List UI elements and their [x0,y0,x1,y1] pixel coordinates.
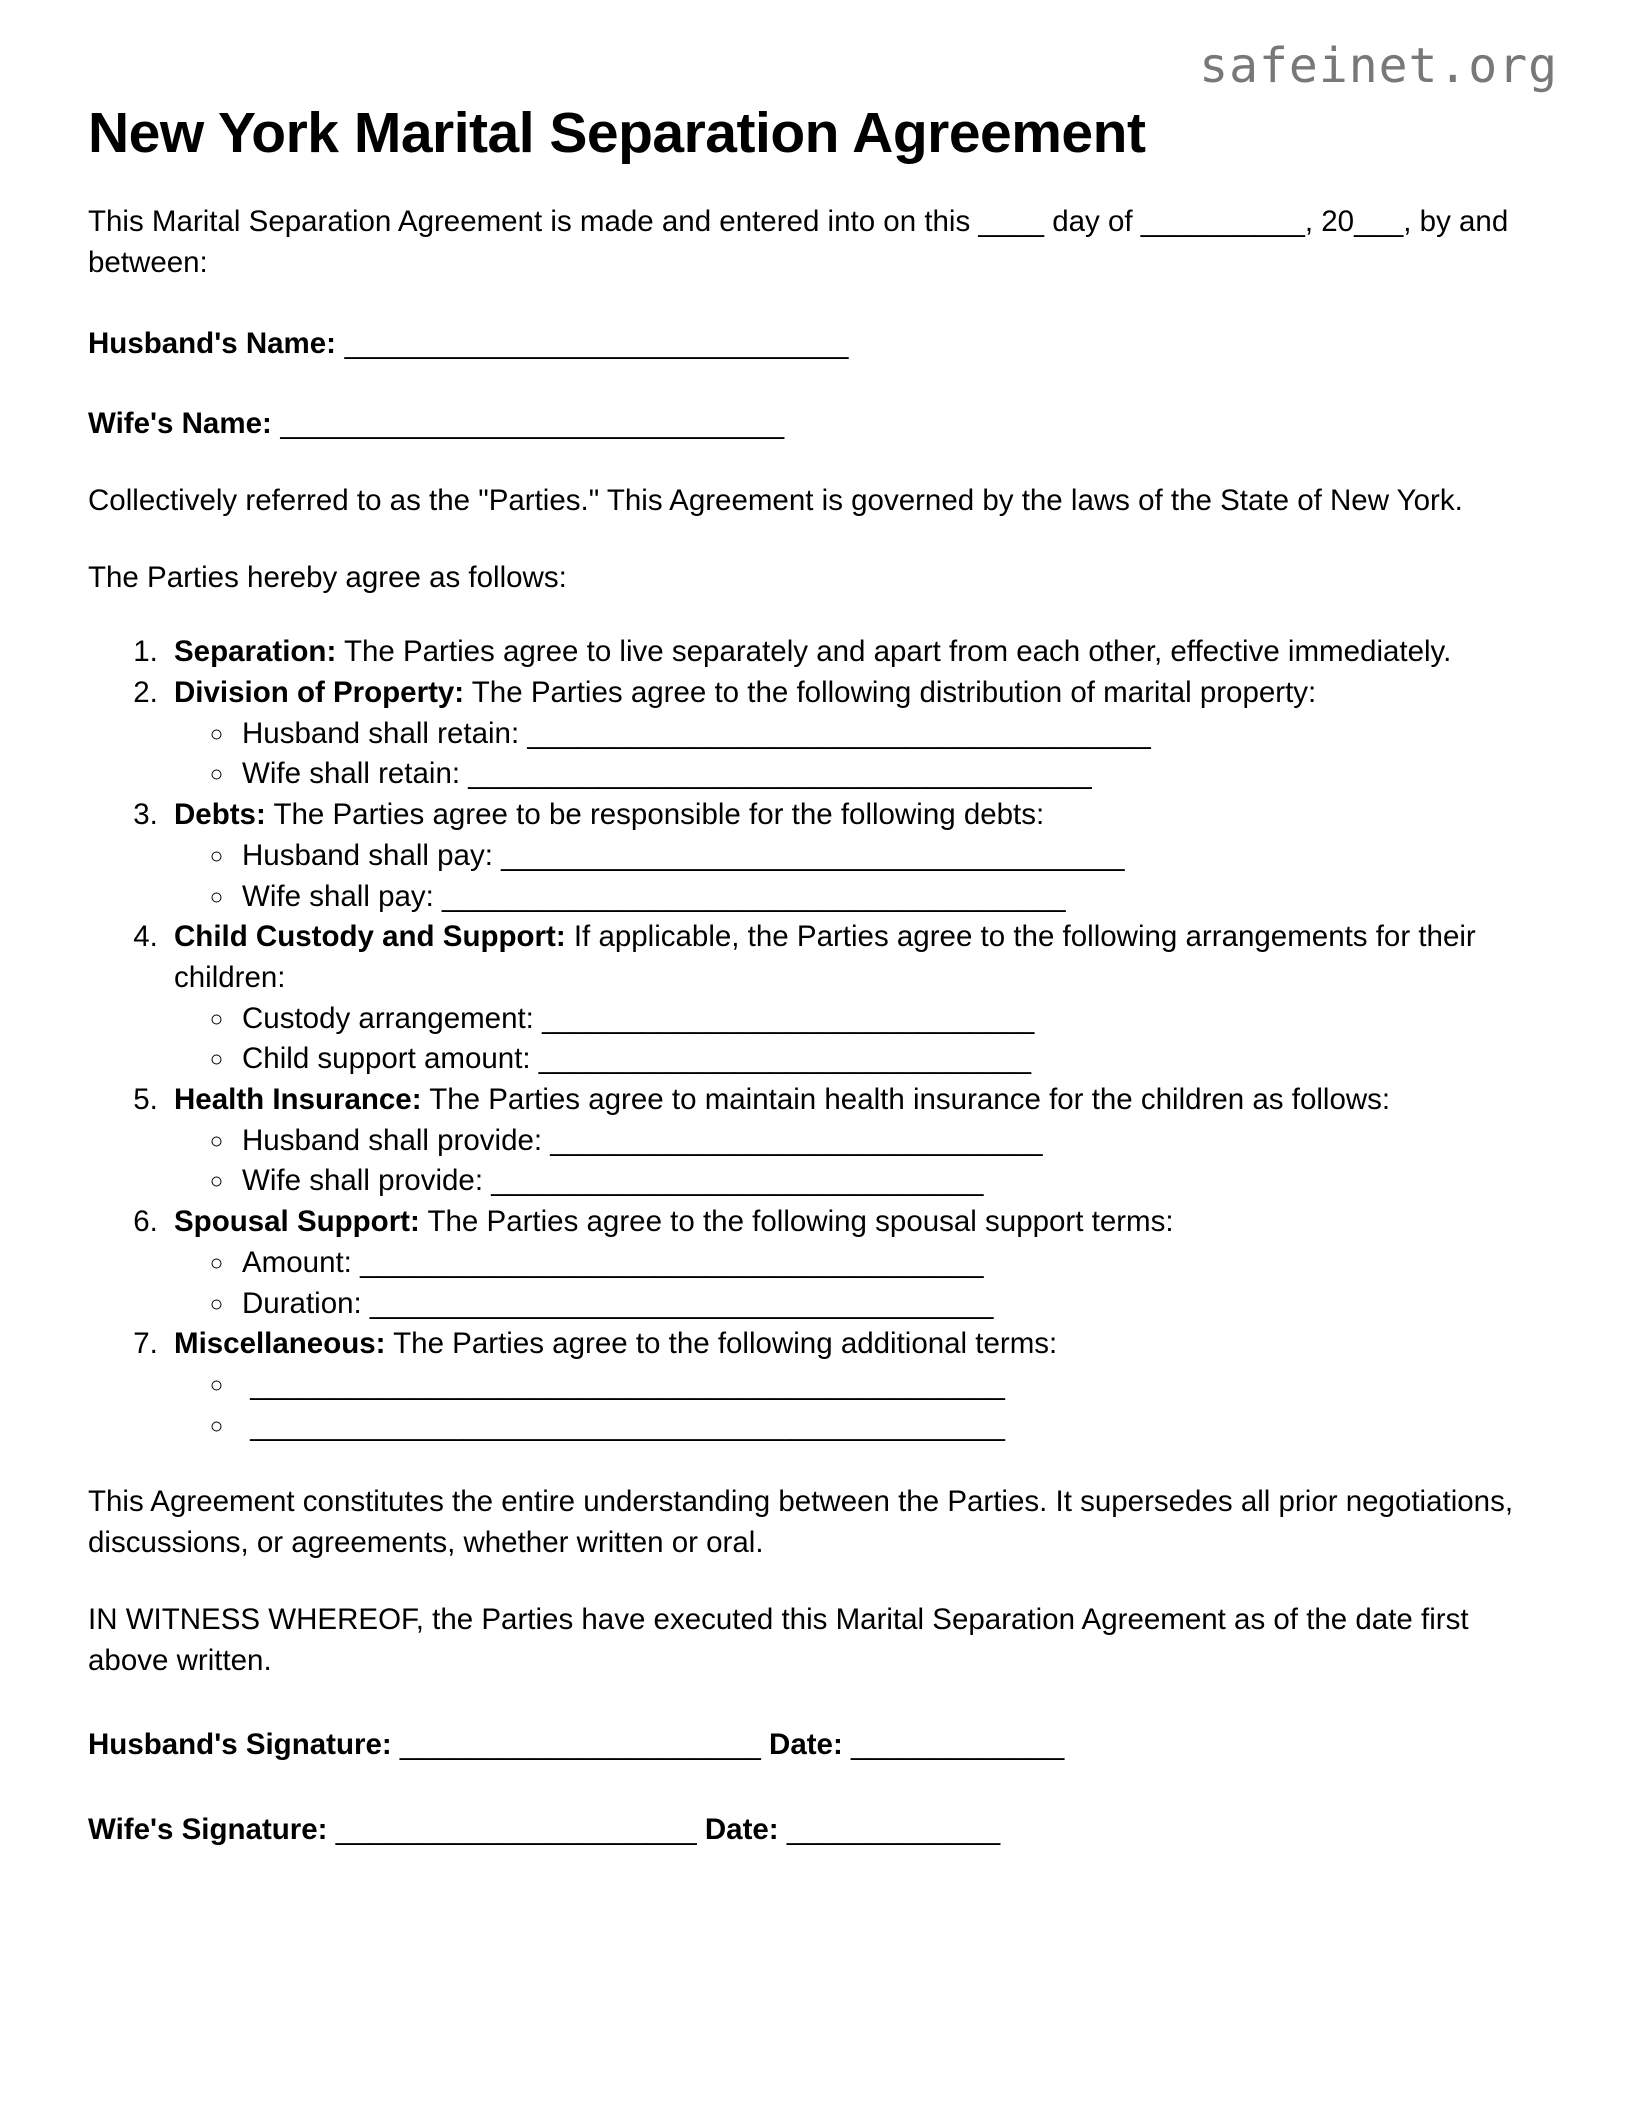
husband-name-input[interactable]: ______________________________ [335,326,849,360]
sub-input[interactable]: ______________________________________ [492,838,1125,872]
sub-list [174,1121,1566,1202]
agreement-lead-in: The Parties hereby agree as follows: [88,560,567,594]
sub-item [236,1406,1566,1447]
term-text: The Parties agree to maintain health insurance for the children as follows: [421,1083,1391,1117]
site-watermark: safeinet.org [1199,38,1558,94]
term-body [174,1327,1057,1360]
wife-date-input[interactable]: _____________ [778,1812,1001,1846]
term-heading: Child Custody and Support: [174,920,566,954]
term-text: The Parties agree to the following additional terms: [385,1327,1058,1361]
term-body [174,1205,1174,1238]
sub-list [174,714,1566,795]
wife-signature-line [88,1810,1566,1851]
term-heading: Spousal Support: [174,1205,420,1239]
sub-label: Amount: [242,1245,352,1279]
sub-label: Child support amount: [242,1042,531,1076]
sub-input[interactable]: ______________________________________ [361,1286,994,1320]
sub-list [174,1365,1566,1446]
sub-label: Husband shall pay: [242,838,493,872]
wife-name-input[interactable]: ______________________________ [271,407,785,441]
sub-list [174,836,1566,917]
sub-item [236,836,1566,877]
wife-name-label: Wife's Name: [88,407,272,441]
sub-input[interactable]: ______________________________________ [519,716,1151,750]
term-heading: Debts: [174,798,266,832]
husband-signature-input[interactable]: ______________________ [391,1728,761,1762]
term-body [174,798,1044,831]
term-text: The Parties agree to the following distribution of marital property: [464,676,1317,710]
sub-input[interactable]: ______________________________________ [351,1245,984,1279]
term-text: The Parties agree to be responsible for the following debts: [265,798,1045,832]
sub-input[interactable]: ______________________________________________ [242,1408,1005,1442]
term-item [166,795,1566,917]
sub-item [236,1365,1566,1406]
sub-item [236,999,1566,1040]
term-text: The Parties agree to the following spousal support terms: [419,1205,1174,1239]
sub-item [236,877,1566,918]
term-heading: Division of Property: [174,676,465,710]
sub-label: Husband shall retain: [242,716,520,750]
sub-list [174,999,1566,1080]
sub-input[interactable]: ______________________________ [542,1123,1043,1157]
term-item [166,1202,1566,1324]
page-title: New York Marital Separation Agreement [88,101,1146,165]
wife-signature-input[interactable]: ______________________ [327,1812,697,1846]
governing-law-paragraph: Collectively referred to as the "Parties." This Agreement is governed by the laws of the State of New York. [88,483,1463,517]
husband-date-label: Date: [760,1728,843,1762]
term-item [166,673,1566,795]
husband-name-label: Husband's Name: [88,326,336,360]
wife-date-label: Date: [696,1812,779,1846]
term-body [174,676,1316,709]
sub-item [236,1161,1566,1202]
witness-whereof-paragraph: IN WITNESS WHEREOF, the Parties have executed this Marital Separation Agreement as of the date first above written. [88,1602,1469,1677]
husband-date-input[interactable]: _____________ [842,1728,1065,1762]
sub-label: Custody arrangement: [242,1001,534,1035]
sub-item [236,1121,1566,1162]
term-item [166,1324,1566,1446]
sub-label: Husband shall provide: [242,1123,543,1157]
sub-input[interactable]: ______________________________ [483,1164,984,1198]
sub-label: Duration: [242,1286,362,1320]
terms-list [88,632,1566,1446]
term-body [174,1083,1390,1116]
husband-name-line [88,324,1566,365]
term-item [166,632,1566,673]
sub-label: Wife shall provide: [242,1164,484,1198]
husband-signature-label: Husband's Signature: [88,1728,392,1762]
term-text: The Parties agree to live separately and apart from each other, effective immediately. [336,635,1452,669]
sub-label: Wife shall pay: [242,879,434,913]
sub-item [236,1039,1566,1080]
term-body [174,635,1451,668]
sub-label: Wife shall retain: [242,757,461,791]
term-text: If applicable, the Parties agree to the following arrangements for their children: [174,920,1476,994]
husband-signature-line [88,1725,1566,1766]
term-heading: Miscellaneous: [174,1327,386,1361]
term-body [174,920,1476,994]
sub-list [174,1243,1566,1324]
sub-input[interactable]: ______________________________________________ [242,1367,1005,1401]
sub-item [236,1243,1566,1284]
term-heading: Health Insurance: [174,1083,422,1117]
term-item [166,917,1566,1080]
wife-signature-label: Wife's Signature: [88,1812,328,1846]
sub-input[interactable]: ______________________________________ [460,757,1092,791]
term-heading: Separation: [174,635,337,669]
term-item [166,1080,1566,1202]
sub-item [236,1284,1566,1325]
sub-input[interactable]: ______________________________ [530,1042,1032,1076]
intro-paragraph: This Marital Separation Agreement is made and entered into on this ____ day of __________, 20___, by and between: [88,205,1509,279]
sub-input[interactable]: ______________________________________ [433,879,1066,913]
sub-input[interactable]: ______________________________ [533,1001,1035,1035]
sub-item [236,714,1566,755]
sub-item [236,754,1566,795]
wife-name-line [88,404,1566,445]
entire-understanding-paragraph: This Agreement constitutes the entire understanding between the Parties. It supersedes all prior negotiations, discussions, or agreements, whether written or oral. [88,1485,1514,1560]
